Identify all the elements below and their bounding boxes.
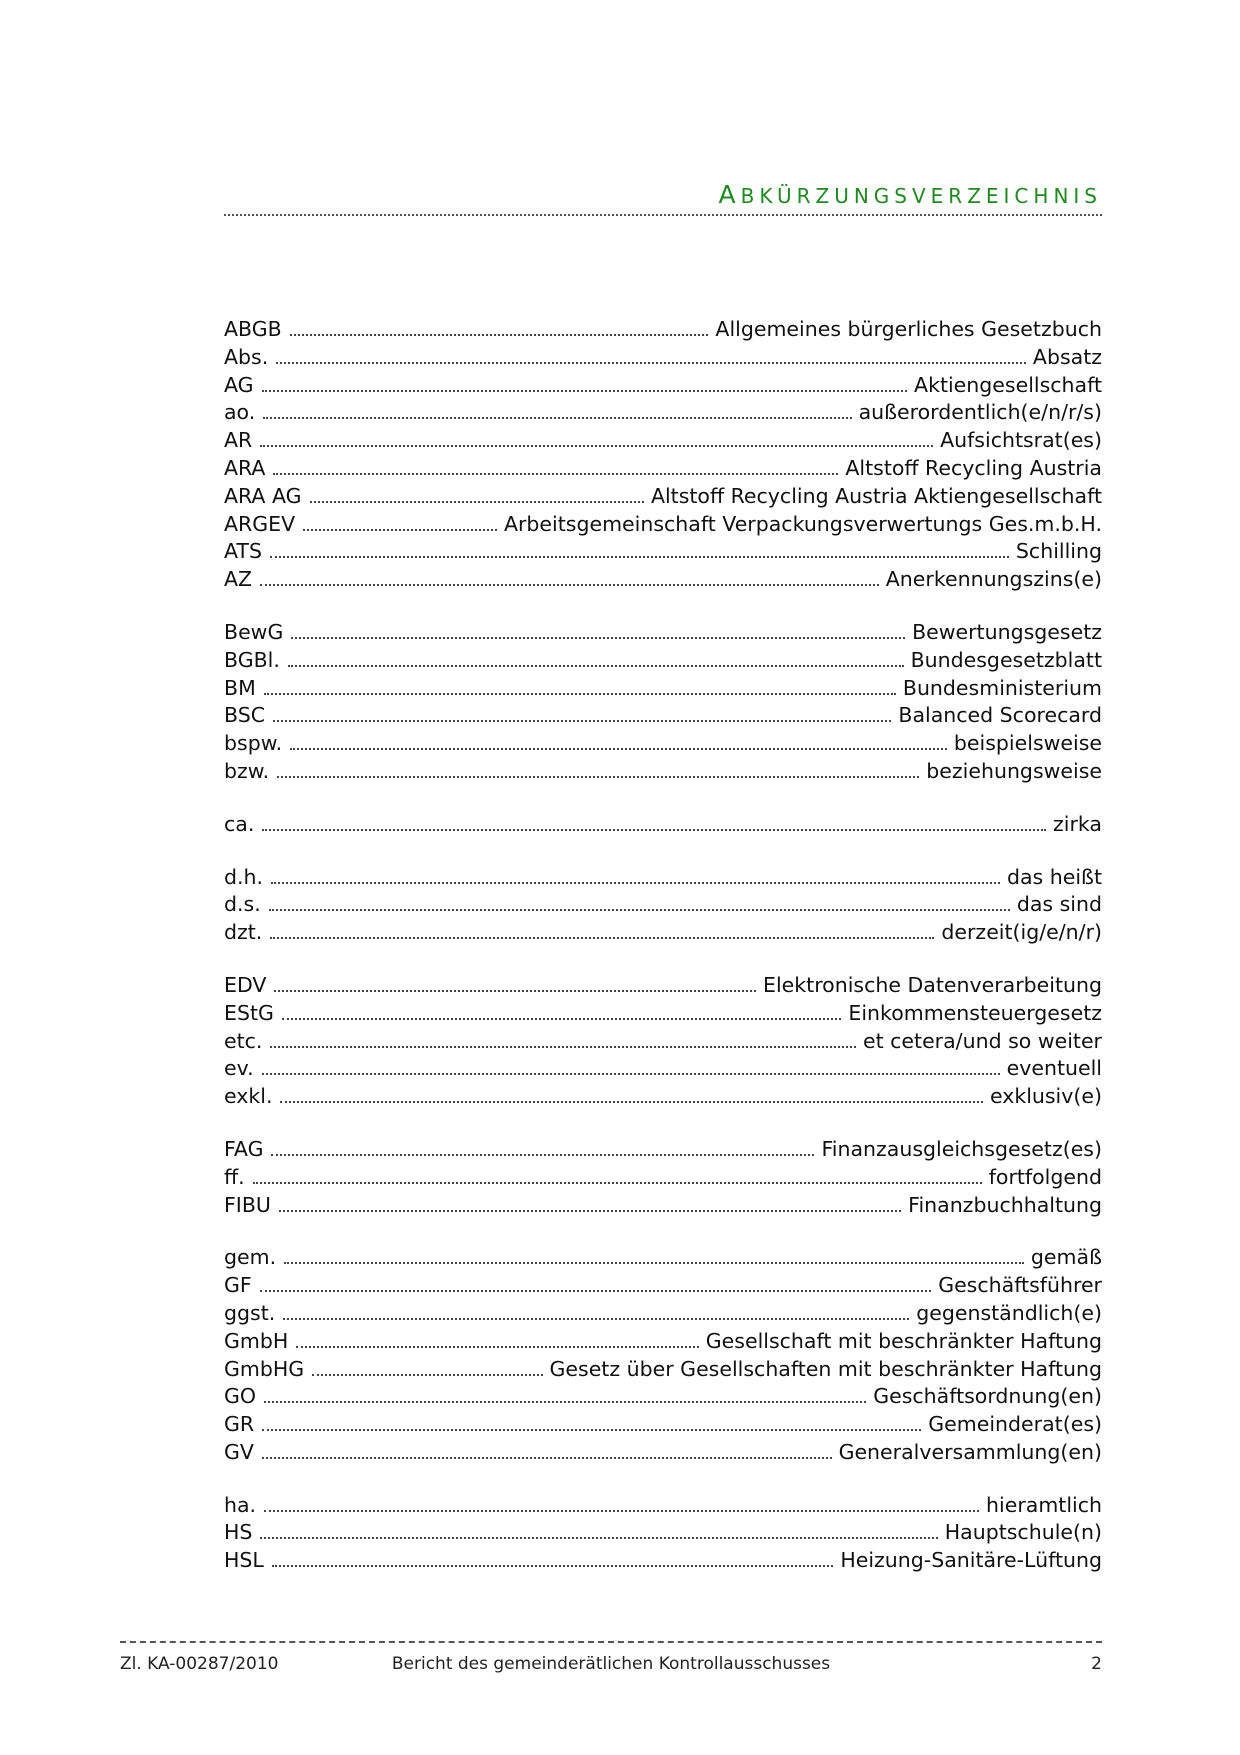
abbreviation-entry [224,1439,1102,1467]
abbreviation-definition: eventuell [1006,1056,1102,1081]
abbreviation-entry [224,1055,1102,1083]
dot-leader [264,1510,979,1512]
abbreviation-term: bspw. [224,731,283,756]
abbreviation-definition: Finanzausgleichsgesetz(es) [821,1136,1102,1161]
abbreviation-term: ATS [224,539,262,564]
abbreviation-definition: zirka [1053,811,1102,836]
abbreviation-term: ca. [224,811,255,836]
abbreviation-entry [224,1272,1102,1300]
abbreviation-definition: fortfolgend [988,1164,1102,1189]
abbreviation-entry [224,1383,1102,1411]
dot-leader [263,417,851,419]
abbreviation-term: ARA [224,455,266,480]
abbreviation-definition: Einkommensteuergesetz [848,1000,1102,1025]
abbreviation-term: HSL [224,1548,264,1573]
dot-leader [260,584,879,586]
abbreviation-definition: Geschäftsordnung(en) [873,1384,1102,1409]
footer-page-number: 2 [1091,1654,1102,1674]
abbreviation-term: exkl. [224,1084,273,1109]
dot-leader [277,776,919,778]
abbreviation-entry [224,675,1102,703]
abbreviation-definition: Balanced Scorecard [898,703,1102,728]
dot-leader [262,1073,1000,1075]
abbreviation-entry [224,483,1102,511]
footer-divider [120,1641,1102,1643]
abbreviation-definition: gemäß [1030,1245,1102,1270]
dot-leader [270,1046,856,1048]
abbreviation-entry [224,1300,1102,1328]
dot-leader [280,1101,982,1103]
abbreviation-term: etc. [224,1028,263,1053]
dot-leader [312,1374,542,1376]
dot-leader [290,334,709,336]
abbreviation-entry [224,372,1102,400]
abbreviation-definition: beziehungsweise [926,758,1102,783]
dot-leader [296,1346,698,1348]
footer-report-title: Bericht des gemeinderätlichen Kontrollausschusses [391,1654,831,1674]
abbreviation-term: HS [224,1520,253,1545]
abbreviation-entry [224,647,1102,675]
abbreviation-term: EDV [224,972,267,997]
abbreviation-term: Abs. [224,344,269,369]
abbreviation-definition: das heißt [1006,864,1102,889]
dot-leader [282,1018,842,1020]
abbreviation-term: dzt. [224,920,263,945]
abbreviation-definition: gegenständlich(e) [916,1300,1102,1325]
abbreviation-definition: Arbeitsgemeinschaft Verpackungsverwertungs Ges.m.b.H. [503,511,1102,536]
dot-leader [262,1429,921,1431]
dot-leader [303,529,497,531]
abbreviation-definition: exklusiv(e) [989,1084,1102,1109]
abbreviation-group [224,864,1102,947]
abbreviation-definition: Anerkennungszins(e) [885,567,1102,592]
abbreviation-entry [224,891,1102,919]
dot-leader [262,829,1046,831]
abbreviation-term: GV [224,1439,254,1464]
abbreviation-term: ao. [224,400,256,425]
footer-reference: Zl. KA-00287/2010 [120,1654,279,1674]
abbreviation-term: AG [224,372,254,397]
dot-leader [270,556,1009,558]
abbreviation-definition: Geschäftsführer [938,1273,1102,1298]
abbreviation-definition: das sind [1016,892,1102,917]
abbreviation-definition: Aufsichtsrat(es) [940,428,1102,453]
abbreviation-group [224,316,1102,594]
abbreviation-group [224,1244,1102,1466]
dot-leader [273,473,838,475]
abbreviation-definition: Bewertungsgesetz [912,619,1102,644]
abbreviation-entry [224,1136,1102,1164]
abbreviation-entry [224,1547,1102,1575]
abbreviation-definition: Hauptschule(n) [944,1520,1102,1545]
page-footer [120,1652,1102,1676]
dot-leader [260,1537,937,1539]
dot-leader [271,882,1000,884]
abbreviation-entry [224,511,1102,539]
abbreviation-term: bzw. [224,758,270,783]
dot-leader [279,1210,901,1212]
abbreviation-definition: Altstoff Recycling Austria [845,455,1102,480]
dot-leader [269,909,1010,911]
abbreviation-term: FIBU [224,1192,271,1217]
abbreviation-term: ff. [224,1164,245,1189]
abbreviation-definition: Finanzbuchhaltung [908,1192,1102,1217]
abbreviation-definition: et cetera/und so weiter [862,1028,1102,1053]
abbreviation-entry [224,758,1102,786]
abbreviation-term: GO [224,1384,257,1409]
abbreviation-group [224,619,1102,786]
abbreviation-definition: Gemeinderat(es) [928,1412,1102,1437]
dot-leader [260,1290,932,1292]
abbreviation-definition: Generalversammlung(en) [838,1439,1102,1464]
abbreviation-term: EStG [224,1000,274,1025]
abbreviation-definition: Allgemeines bürgerliches Gesetzbuch [715,317,1102,341]
abbreviation-term: ev. [224,1056,254,1081]
abbreviation-entry [224,1164,1102,1192]
abbreviation-entry [224,1519,1102,1547]
abbreviation-entry [224,702,1102,730]
abbreviation-term: d.s. [224,892,261,917]
abbreviation-term: AZ [224,567,253,592]
dot-leader [271,1154,814,1156]
abbreviation-definition: beispielsweise [953,731,1102,756]
abbreviation-term: GF [224,1273,252,1298]
abbreviation-term: gem. [224,1245,277,1270]
abbreviation-entry [224,427,1102,455]
abbreviation-term: ARA AG [224,483,302,508]
abbreviation-term: FAG [224,1136,264,1161]
dot-leader [274,990,756,992]
heading-initial: A [718,180,741,209]
abbreviation-entry [224,1192,1102,1220]
dot-leader [288,665,904,667]
abbreviation-entry [224,1411,1102,1439]
dot-leader [262,1457,832,1459]
abbreviation-entry [224,455,1102,483]
abbreviation-entry [224,972,1102,1000]
abbreviation-definition: derzeit(ig/e/n/r) [941,920,1102,945]
abbreviation-entry [224,1328,1102,1356]
abbreviation-term: BewG [224,619,284,644]
dot-leader [272,1565,833,1567]
abbreviation-entry [224,538,1102,566]
abbreviation-term: GmbHG [224,1356,305,1381]
abbreviation-entry [224,344,1102,372]
abbreviation-definition: Heizung-Sanitäre-Lüftung [840,1548,1102,1573]
abbreviation-entry [224,399,1102,427]
dot-leader [273,720,891,722]
abbreviation-group [224,972,1102,1111]
abbreviation-entry [224,1492,1102,1520]
dot-leader [284,1262,1024,1264]
abbreviation-term: ha. [224,1492,257,1517]
abbreviation-entry [224,1028,1102,1056]
dot-leader [290,748,947,750]
abbreviation-term: GmbH [224,1328,289,1353]
abbreviation-definition: Aktiengesellschaft [914,372,1102,397]
dot-leader [276,362,1026,364]
dot-leader [264,1401,866,1403]
abbreviation-term: AR [224,428,253,453]
abbreviation-entry [224,919,1102,947]
abbreviation-definition: Gesetz über Gesellschaften mit beschränkter Haftung [549,1356,1102,1381]
abbreviation-definition: hieramtlich [986,1492,1102,1517]
abbreviation-list [224,316,1102,1600]
abbreviation-group [224,1136,1102,1219]
abbreviation-definition: Bundesministerium [902,675,1102,700]
abbreviation-term: BM [224,675,256,700]
dot-leader [310,501,644,503]
abbreviation-entry [224,1244,1102,1272]
dot-leader [291,637,905,639]
abbreviation-term: d.h. [224,864,264,889]
abbreviation-definition: Gesellschaft mit beschränkter Haftung [705,1328,1102,1353]
abbreviation-entry [224,864,1102,892]
abbreviation-entry [224,316,1102,344]
abbreviation-definition: Absatz [1032,344,1102,369]
dot-leader [283,1318,909,1320]
abbreviation-definition: Elektronische Datenverarbeitung [763,972,1102,997]
abbreviation-entry [224,1356,1102,1384]
dot-leader [270,937,934,939]
abbreviation-term: ABGB [224,317,282,341]
abbreviation-entry [224,566,1102,594]
abbreviation-group [224,1492,1102,1575]
abbreviation-definition: außerordentlich(e/n/r/s) [858,400,1102,425]
dot-leader [262,390,907,392]
abbreviation-term: ARGEV [224,511,296,536]
heading-divider [224,214,1102,216]
abbreviation-entry [224,730,1102,758]
abbreviation-entry [224,1000,1102,1028]
abbreviation-entry [224,619,1102,647]
abbreviation-definition: Bundesgesetzblatt [910,647,1102,672]
page-heading [224,180,1102,209]
dot-leader [253,1182,982,1184]
abbreviation-term: GR [224,1412,255,1437]
abbreviation-group [224,811,1102,839]
heading-rest: BKÜRZUNGSVERZEICHNIS [740,184,1102,208]
abbreviation-term: ggst. [224,1300,276,1325]
abbreviation-definition: Schilling [1015,539,1102,564]
dot-leader [264,693,896,695]
abbreviation-definition: Altstoff Recycling Austria Aktiengesellschaft [650,483,1102,508]
abbreviation-term: BGBl. [224,647,280,672]
dot-leader [260,445,933,447]
abbreviation-term: BSC [224,703,266,728]
abbreviation-entry [224,1083,1102,1111]
abbreviation-entry [224,811,1102,839]
